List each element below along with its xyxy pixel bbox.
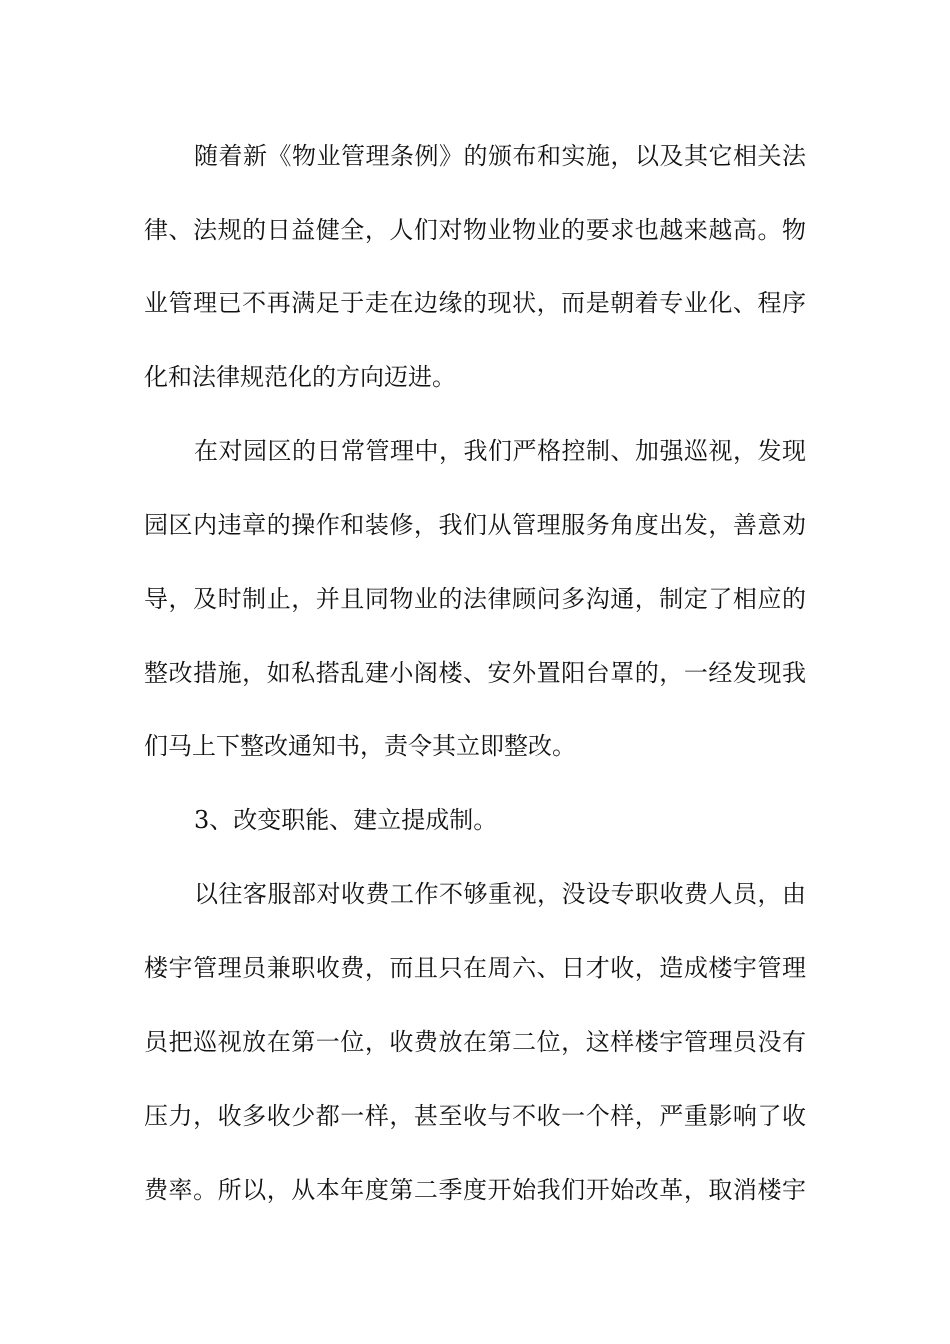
paragraph-2-line-4: 整改措施，如私搭乱建小阁楼、安外置阳台罩的，一经发现我 (144, 659, 806, 687)
paragraph-1-line-4: 化和法律规范化的方向迈进。 (144, 363, 456, 391)
paragraph-3-line-3: 员把巡视放在第一位，收费放在第二位，这样楼宇管理员没有 (144, 1028, 806, 1056)
paragraph-1-line-3: 业管理已不再满足于走在边缘的现状，而是朝着专业化、程序 (144, 289, 806, 317)
paragraph-2-line-5: 们马上下整改通知书，责令其立即整改。 (144, 732, 576, 760)
paragraph-3-line-1: 以往客服部对收费工作不够重视，没设专职收费人员，由 (194, 880, 806, 908)
section-heading-3: 3、改变职能、建立提成制。 (194, 806, 498, 834)
paragraph-1-line-2: 律、法规的日益健全，人们对物业物业的要求也越来越高。物 (144, 216, 806, 244)
paragraph-3-line-5: 费率。所以，从本年度第二季度开始我们开始改革，取消楼宇 (144, 1176, 806, 1204)
paragraph-2-line-1: 在对园区的日常管理中，我们严格控制、加强巡视，发现 (194, 437, 806, 465)
paragraph-2-line-3: 导，及时制止，并且同物业的法律顾问多沟通，制定了相应的 (144, 585, 806, 613)
paragraph-3-line-4: 压力，收多收少都一样，甚至收与不收一个样，严重影响了收 (144, 1102, 806, 1130)
paragraph-3-line-2: 楼宇管理员兼职收费，而且只在周六、日才收，造成楼宇管理 (144, 954, 806, 982)
paragraph-1-line-1: 随着新《物业管理条例》的颁布和实施，以及其它相关法 (194, 142, 806, 170)
paragraph-2-line-2: 园区内违章的操作和装修，我们从管理服务角度出发，善意劝 (144, 511, 806, 539)
